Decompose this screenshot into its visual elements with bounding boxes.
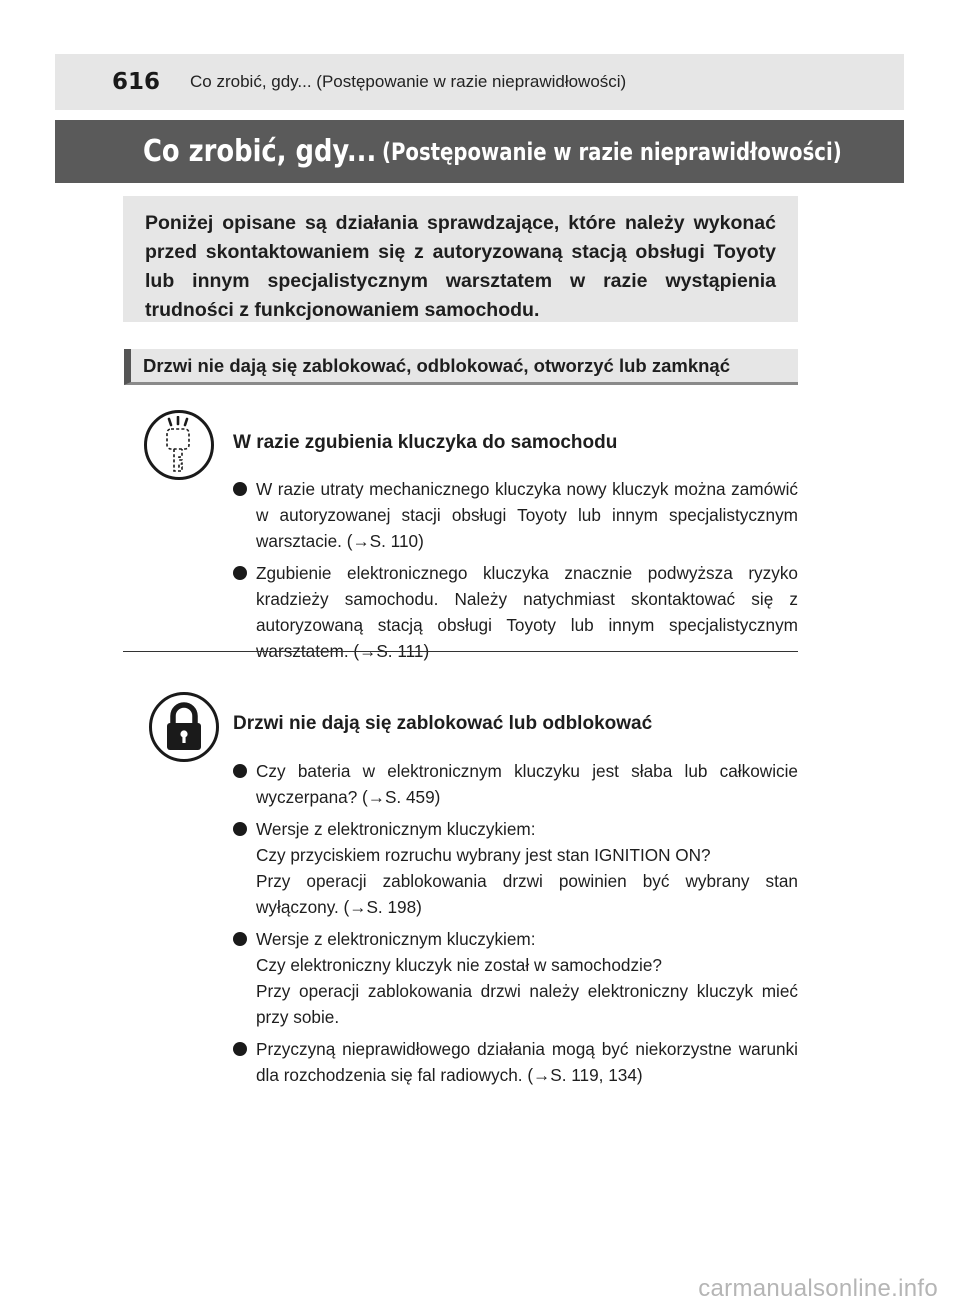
key-icon-graphic [156, 416, 202, 474]
bullet-line: Czy bateria w elektronicznym kluczyku jest słaba lub całkowicie wyczerpana? (→S. 459) [256, 761, 798, 807]
section-header [124, 349, 798, 385]
list-item [233, 560, 798, 664]
page-header [55, 54, 904, 110]
key-icon [144, 410, 214, 480]
subsection-heading-door-lock: Drzwi nie dają się zablokować lub odblokować [233, 713, 653, 734]
subsection-heading-lost-key: W razie zgubienia kluczyka do samochodu [233, 432, 618, 453]
section-divider [123, 651, 798, 652]
bullet-icon [233, 1042, 247, 1056]
bullet-icon [233, 482, 247, 496]
title-banner [55, 120, 904, 183]
bullet-line: Czy przyciskiem rozruchu wybrany jest stan IGNITION ON? [256, 845, 711, 865]
list-item [233, 476, 798, 554]
page-number: 616 [112, 69, 161, 95]
intro-box [123, 196, 798, 322]
bullet-line: Czy elektroniczny kluczyk nie został w samochodzie? [256, 955, 662, 975]
list-item [233, 816, 798, 920]
page-subtitle: (Postępowanie w razie nieprawidłowości) [382, 137, 842, 166]
list-item [233, 758, 798, 810]
bullet-line: Przyczyną nieprawidłowego działania mogą być niekorzystne warunki dla rozchodzenia się fal radiowych. (→S. 119, 134) [256, 1039, 798, 1085]
bullet-list-door-lock [233, 758, 798, 1094]
bullet-line: W razie utraty mechanicznego kluczyka nowy kluczyk można zamówić w autoryzowanej stacji obsługi Toyoty lub innym specjalistycznym warsztacie. (→S. 110) [256, 479, 798, 551]
watermark: carmanualsonline.info [698, 1275, 938, 1302]
padlock-icon [149, 692, 219, 762]
bullet-icon [233, 764, 247, 778]
bullet-line: Przy operacji zablokowania drzwi należy elektroniczny kluczyk mieć przy sobie. [256, 981, 798, 1027]
bullet-icon [233, 932, 247, 946]
running-title: Co zrobić, gdy... (Postępowanie w razie nieprawidłowości) [190, 72, 627, 91]
padlock-icon-graphic [162, 702, 206, 752]
section-title: Drzwi nie dają się zablokować, odblokować, otworzyć lub zamknąć [143, 354, 731, 376]
bullet-icon [233, 566, 247, 580]
bullet-line: Wersje z elektronicznym kluczykiem: [256, 929, 536, 949]
page-title: Co zrobić, gdy... [143, 134, 377, 169]
list-item [233, 926, 798, 1030]
list-item [233, 1036, 798, 1088]
bullet-line: Przy operacji zablokowania drzwi powinien być wybrany stan wyłączony. (→S. 198) [256, 871, 798, 917]
intro-text: Poniżej opisane są działania sprawdzające, które należy wykonać przed skontaktowaniem się z autoryzowaną stacją obsługi Toyoty lub innym specjalistycznym warsztatem w razie wystąpienia trudności z funkcjonowaniem samochodu. [145, 212, 776, 321]
bullet-icon [233, 822, 247, 836]
bullet-list-lost-key [233, 476, 798, 670]
bullet-line: Wersje z elektronicznym kluczykiem: [256, 819, 536, 839]
bullet-line: Zgubienie elektronicznego kluczyka znacznie podwyższa ryzyko kradzieży samochodu. Należy natychmiast skontaktować się z autoryzowaną stacją obsługi Toyoty lub innym specjalistycznym warsztatem. (→S. 111) [256, 563, 798, 661]
